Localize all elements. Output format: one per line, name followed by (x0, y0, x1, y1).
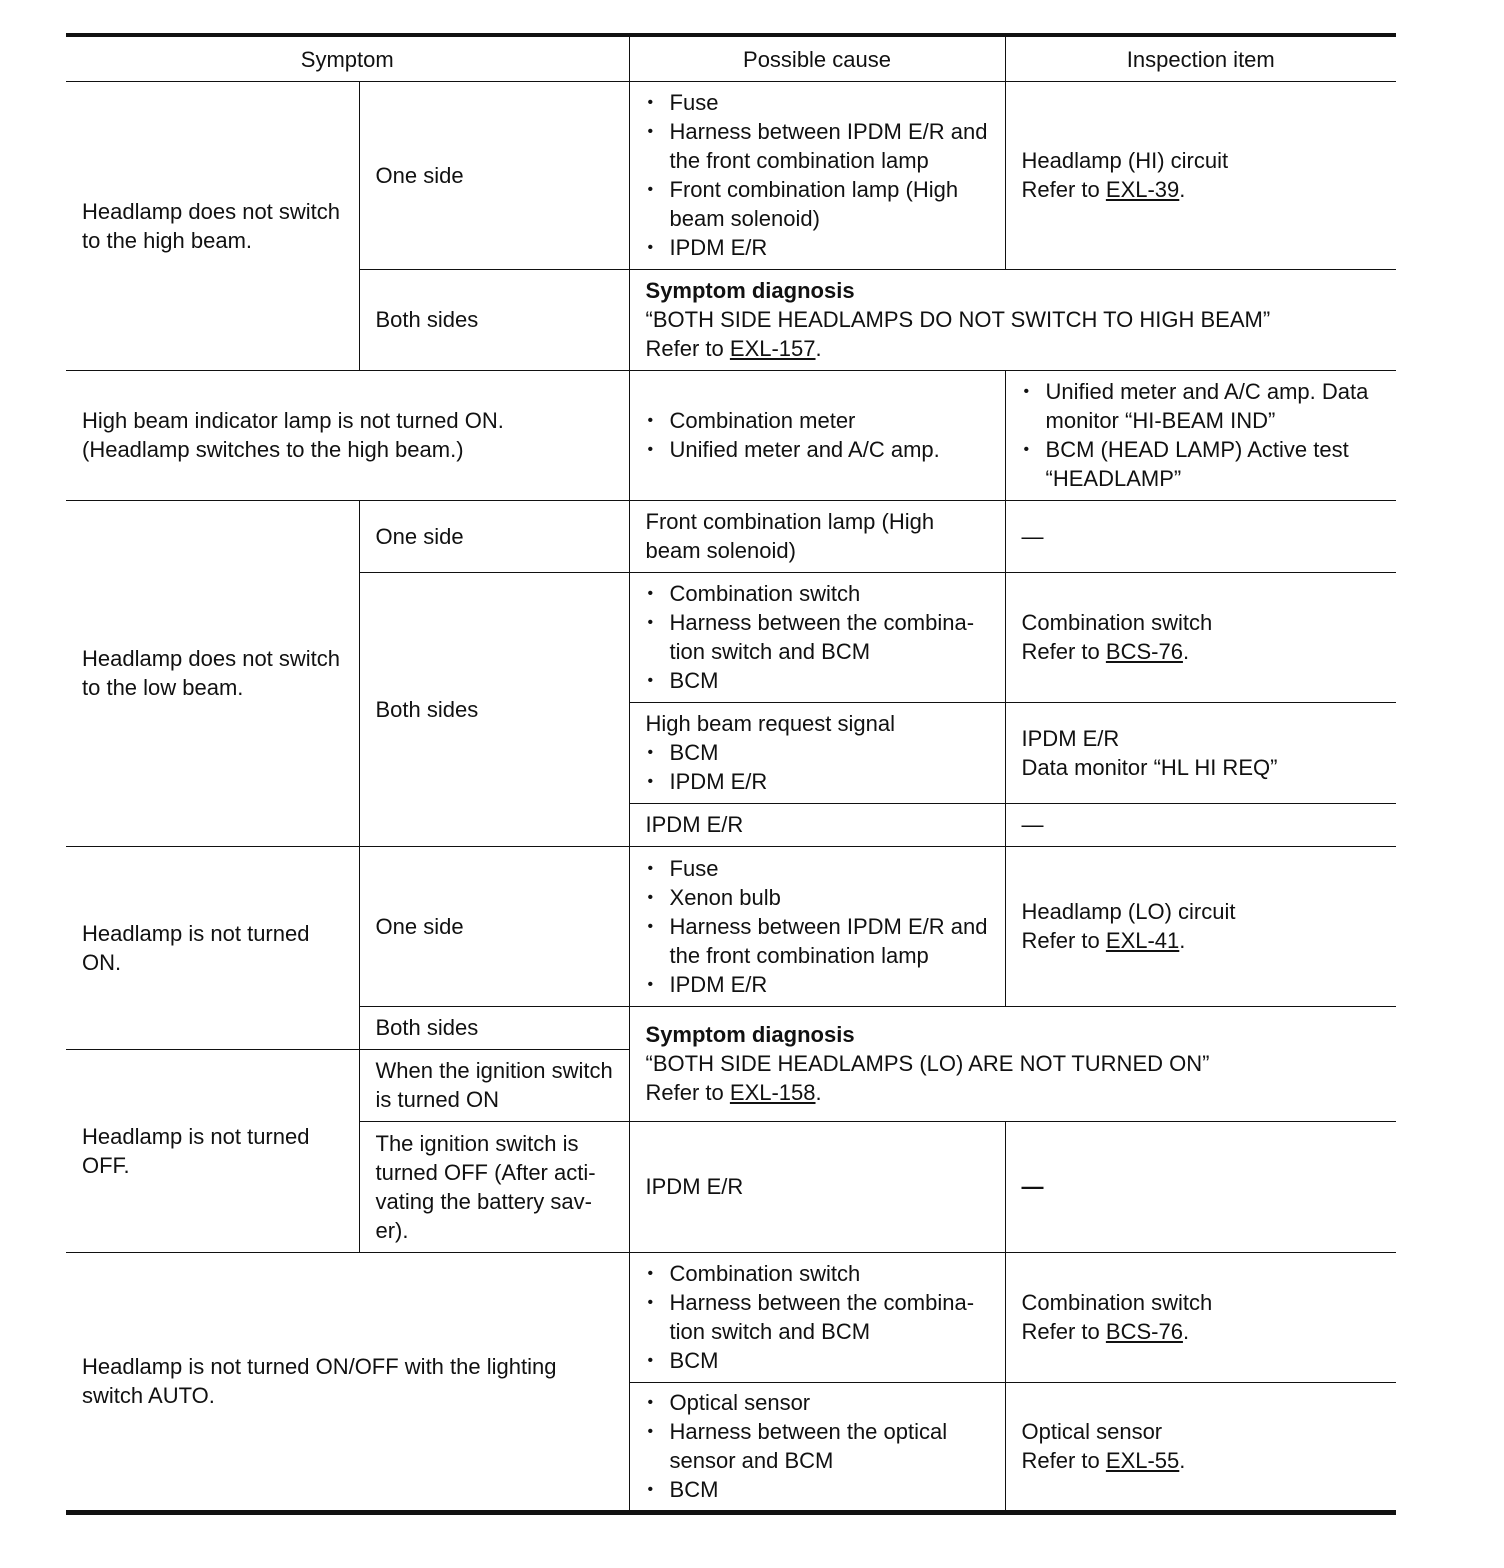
inspection-cell (1005, 573, 1396, 703)
side-cell: Both sides (359, 573, 629, 847)
cause-cell (629, 82, 1005, 270)
list-item: • Fuse (646, 854, 991, 883)
inspection-item: Combination switch (1021, 610, 1213, 635)
cause-cell (629, 573, 1005, 703)
cause-cell: Front combination lamp (High beam solenoid) (629, 501, 1005, 573)
list-item: • Unified meter and A/C amp. Data monitor “HI-BEAM IND” (1022, 377, 1383, 435)
list-item: • IPDM E/R (646, 767, 991, 796)
side-cell: One side (359, 82, 629, 270)
list-item: • IPDM E/R (646, 233, 991, 262)
cause-cell (629, 371, 1005, 501)
table-row (66, 82, 1396, 270)
diagnosis-table (66, 33, 1396, 1515)
dash-symbol: — (1021, 523, 1044, 549)
cause-cell (629, 847, 1005, 1007)
dash-symbol: — (1021, 1174, 1044, 1199)
header-row (66, 35, 1396, 82)
side-cell: Both sides (359, 270, 629, 371)
side-cell: One side (359, 847, 629, 1007)
inspection-cell (1005, 1253, 1396, 1383)
reference-prefix: Refer to (1021, 1319, 1106, 1344)
reference-prefix: Refer to (645, 336, 730, 361)
list-item: • Harness between the combina-tion switch and BCM (646, 1288, 991, 1346)
reference-link[interactable]: EXL-39 (1105, 177, 1180, 202)
list-item: • Combination switch (646, 579, 991, 608)
inspection-item: IPDM E/R (1021, 725, 1120, 751)
cause-list (646, 579, 991, 695)
list-item: • BCM (646, 666, 991, 695)
reference-link[interactable]: EXL-157 (729, 336, 816, 361)
side-cell: One side (359, 501, 629, 573)
reference-link[interactable]: BCS-76 (1105, 639, 1183, 664)
inspection-cell (1005, 1122, 1396, 1253)
list-item: • Xenon bulb (646, 883, 991, 912)
reference-link[interactable]: BCS-76 (1105, 1319, 1183, 1344)
reference-line: Refer to BCS-76. (1021, 1319, 1190, 1344)
cause-list (646, 88, 991, 262)
reference-line: Refer to BCS-76. (1021, 639, 1190, 664)
symptom-cell: Headlamp does not switch to the high beam. (66, 82, 359, 371)
list-item: • Harness between IPDM E/R and the front combination lamp (646, 912, 991, 970)
cause-cell (629, 1383, 1005, 1513)
symptom-diagnosis-heading: Symptom diagnosis (645, 1022, 855, 1047)
table-row (66, 1253, 1396, 1383)
list-item: • Harness between IPDM E/R and the front combination lamp (646, 117, 991, 175)
list-item: • Front combination lamp (High beam solenoid) (646, 175, 991, 233)
symptom-cell: Headlamp is not turned ON/OFF with the lighting switch AUTO. (66, 1253, 629, 1513)
inspection-cell (1005, 371, 1396, 501)
reference-line: Refer to EXL-39. (1021, 177, 1186, 202)
symptom-diagnosis-title: “BOTH SIDE HEADLAMPS DO NOT SWITCH TO HIGH BEAM” (645, 307, 1271, 332)
table-row (66, 371, 1396, 501)
inspection-cell (1005, 82, 1396, 270)
table-row (66, 847, 1396, 1007)
cause-cell (629, 1253, 1005, 1383)
cause-list (646, 738, 991, 796)
table-row (66, 501, 1396, 573)
cause-list (646, 1259, 991, 1375)
cause-title: High beam request signal (645, 711, 895, 736)
symptom-cell: Headlamp is not turned OFF. (66, 1050, 359, 1253)
cause-cell: IPDM E/R (629, 804, 1005, 847)
inspection-detail: Data monitor “HL HI REQ” (1021, 754, 1278, 780)
inspection-cell (1005, 703, 1396, 804)
list-item: • IPDM E/R (646, 970, 991, 999)
reference-prefix: Refer to (645, 1080, 730, 1105)
condition-cell: The ignition switch is turned OFF (After acti-vating the battery sav-er). (359, 1122, 629, 1253)
header-inspection-item: Inspection item (1005, 35, 1396, 82)
list-item: • Optical sensor (646, 1388, 991, 1417)
list-item: • Unified meter and A/C amp. (646, 435, 991, 464)
reference-prefix: Refer to (1021, 928, 1106, 953)
reference-line: Refer to EXL-55. (1021, 1448, 1186, 1473)
side-cell: Both sides (359, 1007, 629, 1050)
list-item: • BCM (646, 738, 991, 767)
inspection-cell (1005, 847, 1396, 1007)
reference-line: Refer to EXL-158. (645, 1080, 822, 1105)
header-possible-cause: Possible cause (629, 35, 1005, 82)
inspection-item: Optical sensor (1021, 1419, 1163, 1444)
reference-prefix: Refer to (1021, 639, 1106, 664)
symptom-cell: Headlamp does not switch to the low beam. (66, 501, 359, 847)
cause-list (646, 1388, 991, 1504)
inspection-item: Headlamp (LO) circuit (1021, 899, 1236, 924)
list-item: • BCM (HEAD LAMP) Active test “HEADLAMP” (1022, 435, 1383, 493)
reference-line: Refer to EXL-157. (645, 336, 822, 361)
cause-cell (629, 703, 1005, 804)
cause-cell: IPDM E/R (629, 1122, 1005, 1253)
dash-symbol: — (1021, 812, 1044, 837)
reference-prefix: Refer to (1021, 1448, 1106, 1473)
cause-list (646, 406, 991, 464)
inspection-cell (1005, 501, 1396, 573)
symptom-diagnosis-cell (629, 1007, 1396, 1122)
list-item: • Harness between the optical sensor and BCM (646, 1417, 991, 1475)
list-item: • BCM (646, 1346, 991, 1375)
inspection-cell (1005, 1383, 1396, 1513)
symptom-cell: Headlamp is not turned ON. (66, 847, 359, 1050)
symptom-cell: High beam indicator lamp is not turned ON. (Headlamp switches to the high beam.) (66, 371, 629, 501)
cause-list (646, 854, 991, 999)
reference-link[interactable]: EXL-55 (1105, 1448, 1180, 1473)
header-symptom: Symptom (66, 35, 629, 82)
list-item: • Combination switch (646, 1259, 991, 1288)
inspection-item: Headlamp (HI) circuit (1021, 148, 1229, 173)
reference-line: Refer to EXL-41. (1021, 928, 1186, 953)
list-item: • Harness between the combina-tion switch and BCM (646, 608, 991, 666)
condition-cell: When the ignition switch is turned ON (359, 1050, 629, 1122)
symptom-diagnosis-title: “BOTH SIDE HEADLAMPS (LO) ARE NOT TURNED ON” (645, 1051, 1210, 1076)
inspection-list (1022, 377, 1383, 493)
inspection-cell (1005, 804, 1396, 847)
symptom-diagnosis-heading: Symptom diagnosis (645, 278, 855, 303)
reference-prefix: Refer to (1021, 177, 1106, 202)
reference-link[interactable]: EXL-41 (1105, 928, 1180, 953)
symptom-diagnosis-cell (629, 270, 1396, 371)
inspection-item: Combination switch (1021, 1290, 1213, 1315)
reference-link[interactable]: EXL-158 (729, 1080, 816, 1105)
list-item: • Combination meter (646, 406, 991, 435)
list-item: • BCM (646, 1475, 991, 1504)
list-item: • Fuse (646, 88, 991, 117)
